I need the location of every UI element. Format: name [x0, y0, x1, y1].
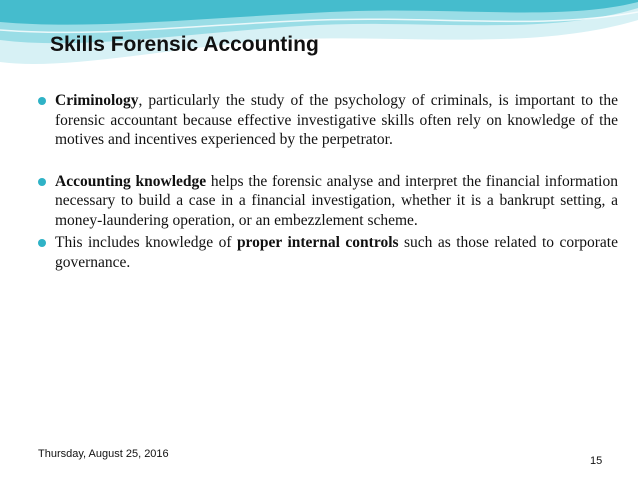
bullet-bold-phrase: proper internal controls [236, 234, 399, 251]
bullet-list [38, 91, 618, 272]
bullet-text-pre: This includes knowledge of [55, 234, 237, 251]
bullet-dot-icon [38, 97, 46, 105]
bullet-internal-controls [38, 233, 618, 272]
bullet-text: , particularly the study of the psychology of criminals, is important to the forensic accountant because effective investigative skills often rely on knowledge of the motives and incentives experienced by the perpetrator. [55, 92, 618, 148]
bullet-dot-icon [38, 178, 46, 186]
bullet-dot-icon [38, 239, 46, 247]
slide-title: Skills Forensic Accounting [50, 33, 319, 56]
bullet-criminology [38, 91, 618, 150]
bullet-accounting-knowledge [38, 172, 618, 231]
footer-date: Thursday, August 25, 2016 [38, 448, 169, 460]
bullet-bold-lead: Criminology [55, 92, 139, 109]
bullet-text-post: such as those related to corporate governance. [55, 234, 618, 271]
bullet-text: helps the forensic analyse and interpret the financial information necessary to build a case in a financial investigation, whether it is a bankrupt setting, a money-laundering operation, or an embezzlement scheme. [55, 172, 618, 229]
bullet-bold-lead: Accounting knowledge [55, 172, 207, 190]
page-number: 15 [590, 455, 603, 467]
